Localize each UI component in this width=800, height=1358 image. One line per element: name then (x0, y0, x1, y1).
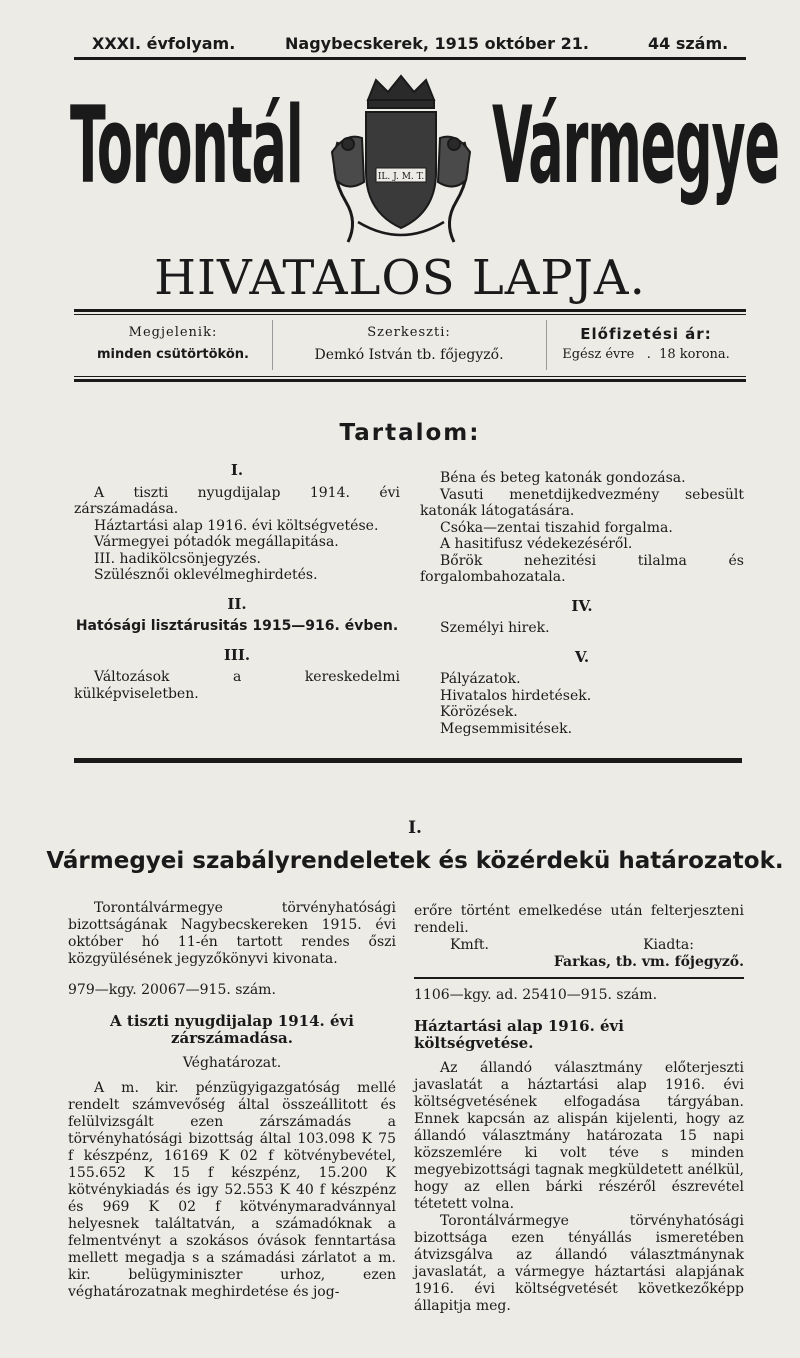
toc-item: Csóka—zentai tiszahid forgalma. (440, 519, 673, 536)
signature-line (414, 937, 744, 954)
toc-heading-4: IV. (571, 596, 593, 615)
signature: Farkas, tb. vm. főjegyző. (553, 954, 744, 970)
top-rule (74, 57, 746, 60)
subscription-value: Egész évre . 18 korona. (562, 347, 730, 362)
masthead-subtitle: HIVATALOS LAPJA. (154, 250, 646, 306)
toc-item-bold: Hatósági lisztárusitás 1915—916. évben. (75, 618, 399, 634)
section-title: Vármegyei szabályrendeletek és közérdekü határozatok. (46, 848, 784, 874)
toc-item: Vármegyei pótadók megállapitása. (94, 534, 339, 550)
masthead-left: Torontál (70, 82, 303, 208)
toc-item: III. hadikölcsönjegyzés. (94, 550, 261, 567)
toc-heading-2: II. (227, 594, 247, 613)
issue-number: 44 szám. (648, 34, 729, 53)
toc-item: Szülésznői oklevélmeghirdetés. (94, 567, 318, 583)
continued-text: erőre történt emelkedése után felterjeszteni rendeli. (414, 903, 744, 936)
volume-label: XXXI. évfolyam. (92, 34, 236, 53)
toc-item: Változások a kereskedelmi külképviseletben. (74, 669, 400, 702)
toc-heading-5: V. (574, 647, 590, 666)
toc-item: Pályázatok. (440, 671, 521, 687)
article-divider (414, 977, 744, 979)
toc-item: A tiszti nyugdijalap 1914. évi zárszámadása. (74, 484, 400, 517)
toc-item: Béna és beteg katonák gondozása. (440, 470, 686, 486)
body-left-column (68, 900, 396, 1301)
subscription-label: Előfizetési ár: (580, 325, 712, 343)
editor-value: Demkó István tb. főjegyző. (314, 347, 504, 363)
decision-heading: Véghatározat. (182, 1055, 282, 1071)
toc-heading-1: I. (230, 461, 244, 479)
toc-item: Megsemmisitések. (440, 720, 573, 737)
article-title: A tiszti nyugdijalap 1914. évi zárszámadása. (110, 1012, 354, 1047)
place-date: Nagybecskerek, 1915 október 21. (285, 34, 589, 53)
body-right-column (414, 903, 744, 1315)
resolution-number: 1106—kgy. ad. 25410—915. szám. (414, 987, 658, 1003)
toc-item: Vasuti menetdijkedvezmény sebesült katonák látogatására. (420, 486, 744, 519)
article-paragraph: Torontálvármegye törvényhatósági bizottsága ezen tényállás ismeretében átvizsgálva az állandó választmánynak javaslatát, a vármegye háztartási alapjának 1916. évi költségvetését következőképp állapitja meg. (414, 1213, 744, 1314)
appears-value: minden csütörtökön. (97, 347, 249, 362)
toc-right-column (420, 470, 744, 737)
masthead-right: Vármegye (492, 82, 779, 208)
emblem-text: IL. J. M. T. (377, 172, 425, 182)
toc-item: Körözések. (440, 704, 518, 720)
section-number: I. (408, 818, 422, 838)
kmft-label: Kmft. (450, 937, 489, 953)
info-rule-bottom (74, 379, 746, 382)
article-text: A m. kir. pénzügyigazgatóság mellé rendelt számvevőség által összeállitott és felülvizsgált ezen zárszámadás a törvényhatósági bizottság által 103.098 K 75 f készpénz, 16169 K 02 f kötvénybevétel, 155.652 K 15 f készpénz, 15.200 K kötvénykiadás és igy 52.553 K 40 f készpénz és 969 K 02 f kötvénymaradvánnyal helyesnek találtatván, a számadóknak a felmentvényt a szokásos óvások fenntartása mellett megadja s a számadási zárlatot a m. kir. belügyminiszter urhoz, ezen véghatározatnak meghirdetése és jog- (68, 1080, 396, 1300)
minutes-intro: Torontálvármegye törvényhatósági bizottságának Nagybecskereken 1915. évi október hó 11-én tartott rendes őszi közgyülésének jegyzőkönyvi kivonata. (68, 900, 396, 967)
toc-item: Hivatalos hirdetések. (440, 687, 592, 704)
coat-of-arms-emblem (318, 72, 484, 248)
toc-title: Tartalom: (339, 420, 481, 446)
toc-heading-3: III. (223, 645, 251, 664)
toc-item: Háztartási alap 1916. évi költségvetése. (94, 517, 379, 534)
toc-left-column (74, 462, 400, 702)
toc-item: Bőrök nehezitési tilalma és forgalombahozatala. (420, 552, 744, 585)
editor-label: Szerkeszti: (367, 325, 451, 340)
resolution-number: 979—kgy. 20067—915. szám. (68, 982, 276, 998)
info-rule-top-thin (74, 314, 746, 315)
toc-bottom-rule (74, 758, 742, 763)
appears-label: Megjelenik: (128, 325, 218, 340)
info-rule-top (74, 309, 746, 312)
article-title: Háztartási alap 1916. évi költségvetése. (414, 1017, 624, 1052)
issued-label: Kiadta: (643, 937, 694, 953)
info-rule-bottom-thin (74, 376, 746, 377)
article-paragraph: Az állandó választmány előterjeszti javaslatát a háztartási alap 1916. évi költségvetésének elfogadása tárgyában. Ennek kapcsán az alispán kijelenti, hogy az állandó választmány határozata 15 napi közszemlére ki volt téve s minden megyebizottsági tagnak megküldetett anélkül, hogy az ellen bárki részéről észrevétel tétetett volna. (414, 1060, 744, 1212)
toc-item: A hasitifusz védekezéséről. (440, 536, 633, 552)
toc-item: Személyi hirek. (440, 620, 550, 636)
